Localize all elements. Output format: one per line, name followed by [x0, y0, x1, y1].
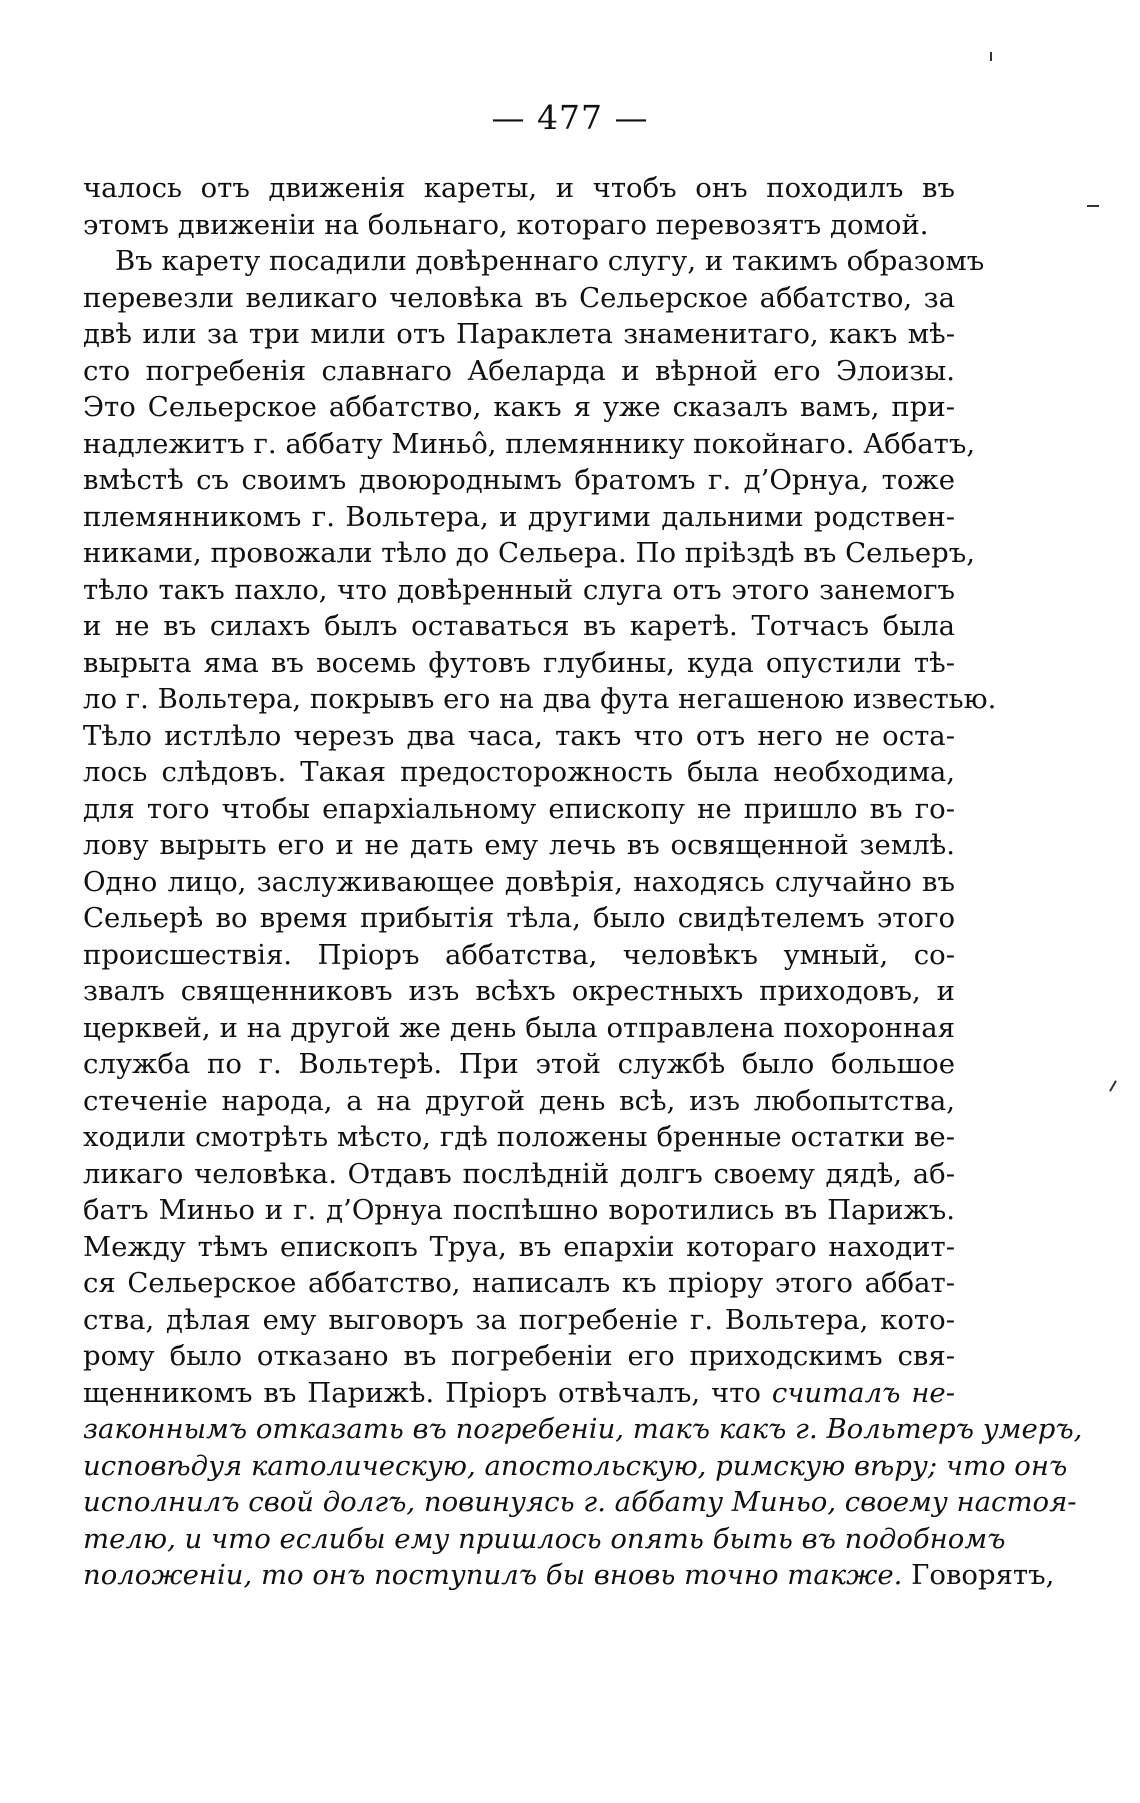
text-line: этомъ движеніи на больнаго, котораго перевозятъ домой. — [83, 208, 929, 241]
text-line: ся Сельерское аббатство, написалъ къ пріору этого аббат- — [83, 1267, 955, 1299]
text-line: и не въ силахъ былъ оставаться въ каретѣ. Тотчасъ была — [83, 610, 955, 642]
italic-text: исполнилъ свой долгъ, повинуясь г. аббату Миньо, своему настоя- — [83, 1486, 1077, 1518]
text-line — [83, 1448, 1068, 1485]
text-line: положеніи, то онъ поступилъ бы вновь точно также. Говорятъ, — [83, 1559, 1055, 1591]
text-line: надлежитъ г. аббату Миньô, племяннику покойнаго. Аббатъ, — [83, 427, 976, 460]
text-line: тѣло такъ пахло, что довѣренный слуга отъ этого занемогъ — [83, 573, 955, 606]
italic-text: телю, и что еслибы ему пришлось опять быть въ подобномъ — [83, 1522, 1006, 1555]
text-line — [83, 1521, 1006, 1558]
italic-text: законнымъ отказать въ погребеніи, такъ какъ г. Вольтеръ умеръ, — [83, 1413, 1083, 1445]
text-line: вырыта яма въ восемь футовъ глубины, куда опустили тѣ- — [83, 646, 955, 679]
text-line: чалось отъ движенія кареты, и чтобъ онъ походилъ въ — [83, 172, 955, 204]
text-line: ликаго человѣка. Отдавъ послѣдній долгъ своему дядѣ, аб- — [83, 1157, 955, 1190]
text-line: ло г. Вольтера, покрывъ его на два фута негашеною известью. — [83, 683, 997, 715]
text-line: Это Сельерское аббатство, какъ я уже сказалъ вамъ, при- — [83, 391, 955, 423]
text-line: ства, дѣлая ему выговоръ за погребеніе г. Вольтера, кото- — [83, 1303, 955, 1336]
text-line: сто погребенія славнаго Абеларда и вѣрной его Элоизы. — [83, 354, 955, 387]
text-line: Сельерѣ во время прибытія тѣла, было свидѣтелемъ этого — [83, 902, 955, 934]
text-line: Тѣло истлѣло черезъ два часа, такъ что отъ него не оста- — [83, 719, 955, 752]
text-line: рому было отказано въ погребеніи его приходскимъ свя- — [83, 1340, 955, 1372]
text-line: звалъ священниковъ изъ всѣхъ окрестныхъ приходовъ, и — [83, 975, 955, 1007]
body-text — [83, 170, 1083, 1594]
text-line — [83, 1411, 1083, 1448]
text-line — [83, 1484, 1077, 1521]
italic-text: исповѣдуя католическую, апостольскую, римскую вѣру; что онъ — [83, 1449, 1068, 1482]
text-line: происшествія. Пріоръ аббатства, человѣкъ умный, со- — [83, 938, 955, 971]
text-line: служба по г. Вольтерѣ. При этой службѣ было большое — [83, 1048, 955, 1080]
scan-mark — [1109, 1080, 1117, 1091]
page-number: — 477 — — [491, 98, 649, 137]
text-line: двѣ или за три мили отъ Параклета знаменитаго, какъ мѣ- — [83, 318, 955, 350]
text-line: лось слѣдовъ. Такая предосторожность была необходима, — [83, 756, 955, 788]
text-line: батъ Миньо и г. д’Орнуа поспѣшно воротились въ Парижъ. — [83, 1194, 955, 1226]
text-line: перевезли великаго человѣка въ Сельерское аббатство, за — [83, 281, 955, 314]
text-line: стеченіе народа, а на другой день всѣ, изъ любопытства, — [83, 1084, 955, 1117]
scan-mark — [990, 52, 992, 61]
text-line: для того чтобы епархіальному епископу не пришло въ го- — [83, 792, 955, 825]
text-line: племянникомъ г. Вольтера, и другими дальними родствен- — [83, 500, 955, 533]
text-line: лову вырыть его и не дать ему лечь въ освященной землѣ. — [83, 829, 955, 861]
italic-text: считалъ не- — [771, 1376, 956, 1409]
text-line: ходили смотрѣть мѣсто, гдѣ положены бренные остатки ве- — [83, 1121, 955, 1153]
text-line: Одно лицо, заслуживающее довѣрія, находясь случайно въ — [83, 865, 955, 898]
text-line: Между тѣмъ епископъ Труа, въ епархіи котораго находит- — [83, 1230, 955, 1263]
text-line: никами, провожали тѣло до Сельера. По пріѣздѣ въ Сельеръ, — [83, 537, 975, 569]
text-line: Въ карету посадили довѣреннаго слугу, и такимъ образомъ — [115, 245, 985, 277]
italic-text: положеніи, то онъ поступилъ бы вновь точно также. — [83, 1559, 903, 1591]
text-line: щенникомъ въ Парижѣ. Пріоръ отвѣчалъ, что считалъ не- — [83, 1376, 956, 1409]
scan-mark — [1087, 205, 1099, 207]
text-line: церквей, и на другой же день была отправлена похоронная — [83, 1011, 955, 1044]
text-line: вмѣстѣ съ своимъ двоюроднымъ братомъ г. д’Орнуа, тоже — [83, 464, 955, 496]
